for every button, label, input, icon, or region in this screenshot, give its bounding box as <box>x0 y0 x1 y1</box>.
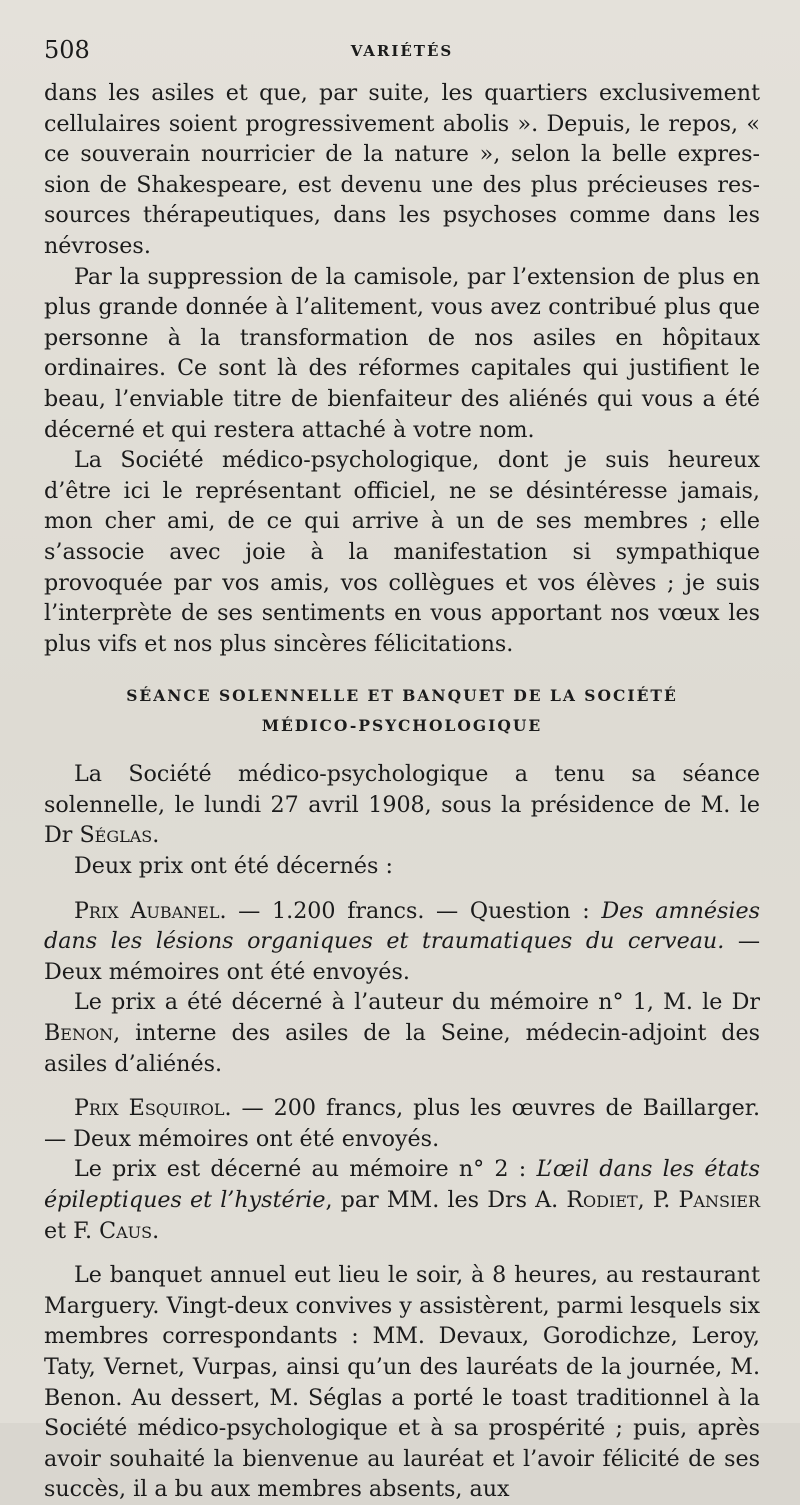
paragraph-prix-aubanel: Prix Aubanel. — 1.200 francs. — Question : Des amnésies dans les lésions organiques et traumatiques du cerveau. — Deux mémoires ont été envoyés. <box>44 897 761 985</box>
memoir-title: L’œil dans les états épileptiques et l’hystérie <box>44 1156 760 1213</box>
section-heading-line2: MÉDICO-PSYCHOLOGIQUE <box>261 716 543 736</box>
paragraph-prizes-intro: Deux prix ont été décernés : <box>74 853 393 880</box>
paragraph-continuation: dans les asiles et que, par suite, les quartiers exclusivement cellulaires soient progressivement abolis ». Depuis, le repos, « ce souverain nourricier de la nature », selon la belle expression de Shakespeare, est devenu une des plus précieuses ressources thérapeutiques, dans les psychoses comme dans les névroses. <box>44 80 760 259</box>
page-number: 508 <box>44 36 90 64</box>
prize-question: Des amnésies dans les lésions organiques et traumatiques du cerveau. <box>44 897 760 955</box>
name-benon: Benon <box>44 1020 114 1047</box>
paragraph-seance: La Société médico-psychologique a tenu sa séance solennelle, le lundi 27 avril 1908, sous la présidence de M. le Dr Séglas. <box>44 761 760 849</box>
prize-label-esquirol: Prix Esquirol <box>74 1095 225 1122</box>
paragraph-societe: La Société médico-psychologique, dont je suis heureux d’être ici le représentant officiel, ne se désintéresse jamais, mon cher ami, de ce qui arrive à un de ses membres ; elle s’associe avec joie à la manifestation si sympathique provoquée par vos amis, vos collègues et vos élèves ; je suis l’interprète de ses sentiments en vous apportant nos vœux les plus vifs et nos plus sincères félicitations. <box>44 447 760 657</box>
name-caus: Caus <box>99 1217 153 1244</box>
paragraph-camisole: Par la suppression de la camisole, par l’extension de plus en plus grande donnée à l’alitement, vous avez contribué plus que personne à la transformation de nos asiles en hôpitaux ordinaires. Ce sont là des réformes capitales qui justifient le beau, l’enviable titre de bienfaiteur des aliénés qui vous a été décerné et qui restera attaché à votre nom. <box>44 263 760 443</box>
paragraph-award-aubanel: Le prix a été décerné à l’auteur du mémoire n° 1, M. le Dr Benon, interne des asiles de la Seine, médecin-adjoint des asiles d’aliénés. <box>44 989 760 1077</box>
paragraph-prix-esquirol: Prix Esquirol. — 200 francs, plus les œuvres de Baillarger. — Deux mémoires ont été envoyés. <box>44 1095 760 1152</box>
running-head <box>44 28 760 78</box>
paragraph-banquet: Le banquet annuel eut lieu le soir, à 8 heures, au restaurant Marguery. Vingt-deux convives y assistèrent, parmi lesquels six membres correspondants : MM. Devaux, Gorodichze, Leroy, Taty, Vernet, Vurpas, ainsi qu’un des lauréats de la journée, M. Benon. Au dessert, M. Séglas a porté le toast traditionnel à la Société médico-psychologique et à sa prospérité ; puis, après avoir souhaité la bienvenue au lauréat et l’avoir félicité de ses succès, il a bu aux membres absents, aux <box>44 1262 760 1503</box>
name-rodiet: Rodiet <box>566 1187 638 1213</box>
prize-label-aubanel: Prix Aubanel <box>74 897 220 924</box>
section-heading-line1: SÉANCE SOLENNELLE ET BANQUET DE LA SOCIÉTÉ <box>126 686 678 706</box>
section-heading <box>44 681 760 741</box>
paragraph-award-esquirol: Le prix est décerné au mémoire n° 2 : L’œil dans les états épileptiques et l’hystérie, par MM. les Drs A. Rodiet, P. Pansier et F. Caus. <box>44 1156 760 1244</box>
running-title: VARIÉTÉS <box>350 42 454 60</box>
name-seglas: Séglas <box>79 822 153 849</box>
name-pansier: Pansier <box>678 1187 760 1213</box>
